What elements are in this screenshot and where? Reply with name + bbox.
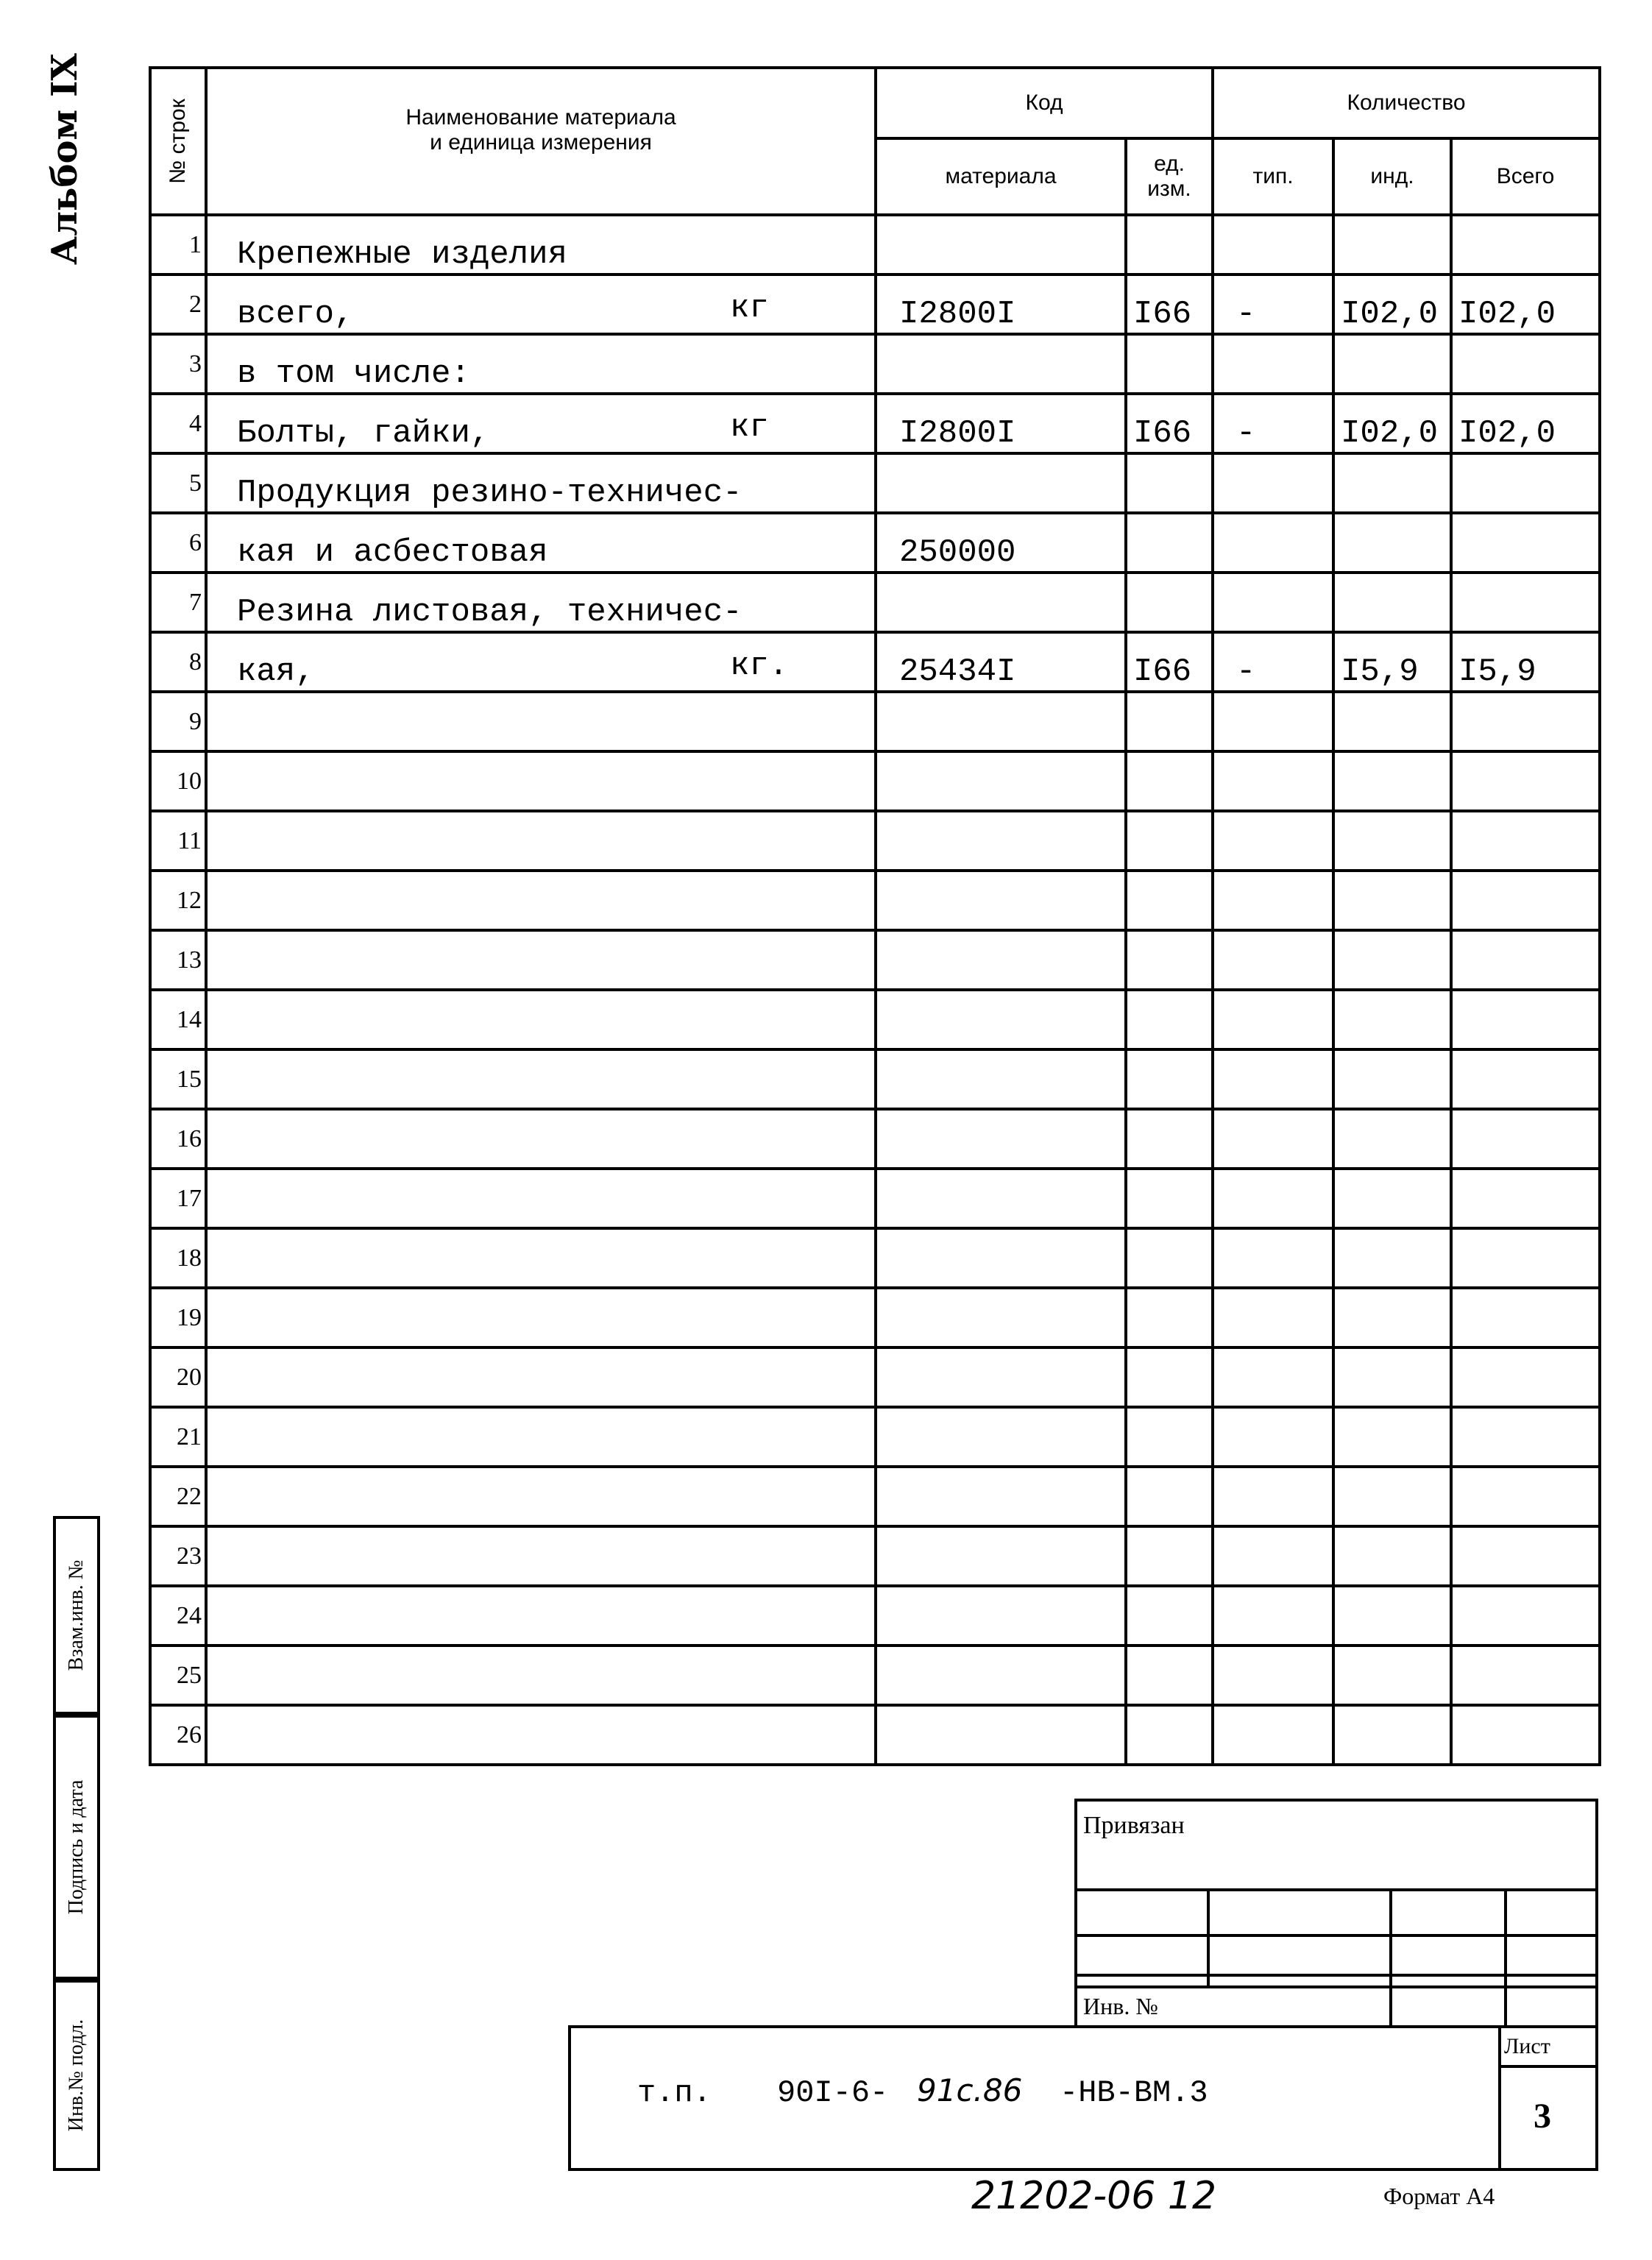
- row-unit-code: [1126, 751, 1213, 811]
- row-name: [206, 1228, 876, 1288]
- row-code: [876, 1347, 1126, 1407]
- table-row: [150, 811, 1600, 871]
- row-ind: [1333, 573, 1451, 632]
- row-number: [150, 1169, 206, 1228]
- row-tip: [1213, 274, 1333, 334]
- table-row: [150, 1705, 1600, 1765]
- row-total: [1451, 930, 1600, 990]
- row-tip: [1213, 1169, 1333, 1228]
- header-row-no: № строк: [150, 68, 206, 215]
- header-name: Наименование материала и единица измерения: [206, 68, 876, 215]
- row-total-text: I02,0: [1458, 296, 1556, 333]
- row-ind: [1333, 692, 1451, 751]
- table-row: [150, 1407, 1600, 1467]
- row-name-text: Продукция резино-техничес-: [237, 475, 742, 511]
- row-unit-code: [1126, 1228, 1213, 1288]
- row-number: [150, 751, 206, 811]
- row-number: [150, 871, 206, 930]
- row-tip: [1213, 215, 1333, 274]
- table-row: [150, 1526, 1600, 1586]
- row-name: [206, 692, 876, 751]
- row-number: [150, 394, 206, 453]
- row-total: [1451, 215, 1600, 274]
- table-row: [150, 334, 1600, 394]
- row-ind: [1333, 1228, 1451, 1288]
- row-total: [1451, 394, 1600, 453]
- row-code: [876, 1407, 1126, 1467]
- row-number-text: 11: [177, 826, 202, 854]
- row-total: [1451, 1526, 1600, 1586]
- row-number-text: 4: [189, 409, 202, 437]
- header-ind: инд.: [1333, 138, 1451, 215]
- row-number-text: 26: [177, 1721, 202, 1749]
- row-code: [876, 1705, 1126, 1765]
- row-unit: кг: [730, 290, 769, 327]
- row-tip: [1213, 1109, 1333, 1169]
- row-unit-code: [1126, 274, 1213, 334]
- header-vsego: Всего: [1451, 138, 1600, 215]
- row-code: [876, 990, 1126, 1049]
- row-ind: [1333, 1288, 1451, 1347]
- privyazan-box: [1074, 1799, 1598, 1891]
- row-tip: [1213, 394, 1333, 453]
- row-code: [876, 871, 1126, 930]
- row-code: [876, 692, 1126, 751]
- row-ind: [1333, 632, 1451, 692]
- row-ind: [1333, 811, 1451, 871]
- doc-code-box: [568, 2025, 1598, 2171]
- row-total: [1451, 811, 1600, 871]
- row-ind: [1333, 394, 1451, 453]
- row-code-text: 25434I: [899, 653, 1016, 690]
- row-unit-code: [1126, 871, 1213, 930]
- row-unit-code-text: I66: [1133, 296, 1192, 333]
- doc-code-handwritten: 91с.86: [917, 2072, 1023, 2108]
- row-number-text: 24: [177, 1601, 202, 1629]
- row-code: [876, 1228, 1126, 1288]
- row-number: [150, 632, 206, 692]
- row-number: [150, 1705, 206, 1765]
- row-total: [1451, 1109, 1600, 1169]
- row-number: [150, 811, 206, 871]
- row-ind: [1333, 1407, 1451, 1467]
- row-number: [150, 274, 206, 334]
- row-code: [876, 274, 1126, 334]
- row-ind: [1333, 334, 1451, 394]
- row-number: [150, 1288, 206, 1347]
- row-code: [876, 1467, 1126, 1526]
- row-ind-text: I02,0: [1341, 415, 1439, 452]
- row-name: [206, 1646, 876, 1705]
- row-unit-code: [1126, 573, 1213, 632]
- row-code: [876, 215, 1126, 274]
- row-name: [206, 871, 876, 930]
- row-number: [150, 1586, 206, 1646]
- format-label: Формат А4: [1383, 2183, 1495, 2209]
- row-number: [150, 1109, 206, 1169]
- doc-code: 90I-6-: [777, 2075, 889, 2111]
- row-ind: [1333, 990, 1451, 1049]
- table-row: [150, 215, 1600, 274]
- row-unit: кг: [730, 409, 769, 446]
- row-name: [206, 1347, 876, 1407]
- row-tip: [1213, 334, 1333, 394]
- row-total: [1451, 334, 1600, 394]
- row-code-text: I2800I: [899, 296, 1016, 333]
- header-kod: Код: [876, 68, 1213, 138]
- table-row: [150, 453, 1600, 513]
- row-number-text: 15: [177, 1065, 202, 1093]
- row-code: [876, 513, 1126, 573]
- table-row: [150, 1347, 1600, 1407]
- row-ind: [1333, 513, 1451, 573]
- table-row: [150, 573, 1600, 632]
- row-number: [150, 513, 206, 573]
- row-code: [876, 1526, 1126, 1586]
- row-ind: [1333, 453, 1451, 513]
- row-name: [206, 1407, 876, 1467]
- row-ind: [1333, 871, 1451, 930]
- privyazan-label: Привязан: [1083, 1812, 1185, 1839]
- inv-podl-label: Инв.№ подл.: [65, 2019, 88, 2132]
- table-row: [150, 394, 1600, 453]
- row-unit-code: [1126, 1526, 1213, 1586]
- row-number-text: 10: [177, 767, 202, 795]
- row-name-text: Болты, гайки,: [237, 415, 490, 452]
- row-ind: [1333, 1586, 1451, 1646]
- row-code: [876, 1169, 1126, 1228]
- row-total-text: I02,0: [1458, 415, 1556, 452]
- row-number: [150, 573, 206, 632]
- row-total: [1451, 1049, 1600, 1109]
- header-tip: тип.: [1213, 138, 1333, 215]
- row-total: [1451, 692, 1600, 751]
- table-row: [150, 1109, 1600, 1169]
- row-number-text: 8: [189, 648, 202, 676]
- row-total: [1451, 274, 1600, 334]
- row-tip: [1213, 1646, 1333, 1705]
- row-total: [1451, 1288, 1600, 1347]
- row-unit-code: [1126, 334, 1213, 394]
- row-number-text: 12: [177, 886, 202, 914]
- row-total: [1451, 1407, 1600, 1467]
- row-number-text: 21: [177, 1423, 202, 1450]
- row-code: [876, 1586, 1126, 1646]
- row-ind: [1333, 930, 1451, 990]
- row-name-text: всего,: [237, 296, 354, 333]
- table-row: [150, 1467, 1600, 1526]
- row-ind: [1333, 1705, 1451, 1765]
- row-ind: [1333, 1347, 1451, 1407]
- table-row: [150, 1169, 1600, 1228]
- row-tip: [1213, 1407, 1333, 1467]
- podpis-data-label: Подпись и дата: [65, 1779, 88, 1915]
- row-tip-text: -: [1236, 653, 1256, 690]
- row-unit-code: [1126, 1705, 1213, 1765]
- row-number: [150, 215, 206, 274]
- row-code-text: I2800I: [899, 415, 1016, 452]
- table-row: [150, 1049, 1600, 1109]
- row-unit-code: [1126, 1109, 1213, 1169]
- row-number-text: 3: [189, 350, 202, 378]
- row-unit-code: [1126, 215, 1213, 274]
- row-tip: [1213, 453, 1333, 513]
- header-ed-izm: ед. изм.: [1126, 138, 1213, 215]
- row-number-text: 25: [177, 1661, 202, 1689]
- row-name: [206, 930, 876, 990]
- row-number: [150, 692, 206, 751]
- row-tip: [1213, 1228, 1333, 1288]
- row-name: [206, 274, 876, 334]
- row-tip: [1213, 751, 1333, 811]
- row-ind: [1333, 1526, 1451, 1586]
- row-ind-text: I5,9: [1341, 653, 1419, 690]
- row-number-text: 14: [177, 1005, 202, 1033]
- row-name: [206, 1705, 876, 1765]
- row-number: [150, 1347, 206, 1407]
- row-number-text: 19: [177, 1303, 202, 1331]
- row-tip: [1213, 632, 1333, 692]
- row-name-text: в том числе:: [237, 355, 470, 392]
- podpis-data-box: [53, 1715, 100, 1980]
- row-name: [206, 334, 876, 394]
- row-number-text: 7: [189, 588, 202, 616]
- row-tip: [1213, 1288, 1333, 1347]
- row-total: [1451, 1705, 1600, 1765]
- row-name: [206, 1586, 876, 1646]
- row-number: [150, 1228, 206, 1288]
- row-total: [1451, 1646, 1600, 1705]
- row-total: [1451, 990, 1600, 1049]
- row-number: [150, 1526, 206, 1586]
- row-tip: [1213, 811, 1333, 871]
- table-row: [150, 692, 1600, 751]
- row-unit-code: [1126, 811, 1213, 871]
- materials-table: [149, 66, 1601, 1766]
- row-total: [1451, 1347, 1600, 1407]
- row-number: [150, 1407, 206, 1467]
- row-number-text: 6: [189, 528, 202, 556]
- row-unit-code: [1126, 1169, 1213, 1228]
- row-total-text: I5,9: [1458, 653, 1536, 690]
- row-number-text: 1: [189, 230, 202, 258]
- row-tip: [1213, 573, 1333, 632]
- row-number-text: 20: [177, 1363, 202, 1391]
- row-number-text: 13: [177, 946, 202, 974]
- row-code: [876, 811, 1126, 871]
- row-total: [1451, 632, 1600, 692]
- row-name: [206, 1049, 876, 1109]
- table-row: [150, 1646, 1600, 1705]
- row-total: [1451, 1228, 1600, 1288]
- table-row: [150, 930, 1600, 990]
- row-tip-text: -: [1236, 415, 1256, 452]
- row-unit-code: [1126, 1049, 1213, 1109]
- row-unit-code: [1126, 513, 1213, 573]
- privyazan-grid: [1074, 1888, 1598, 2027]
- row-unit-code-text: I66: [1133, 653, 1192, 690]
- row-name-text: Крепежные изделия: [237, 236, 567, 273]
- row-number-text: 5: [189, 469, 202, 497]
- table-row: [150, 632, 1600, 692]
- row-unit-code-text: I66: [1133, 415, 1192, 452]
- album-label: Альбом IX: [44, 53, 85, 265]
- row-number-text: 9: [189, 707, 202, 735]
- row-tip: [1213, 513, 1333, 573]
- row-ind: [1333, 751, 1451, 811]
- row-tip: [1213, 1705, 1333, 1765]
- row-code: [876, 632, 1126, 692]
- header-kolichestvo: Количество: [1213, 68, 1600, 138]
- row-code: [876, 751, 1126, 811]
- row-tip-text: -: [1236, 296, 1256, 333]
- table-row: [150, 274, 1600, 334]
- row-number-text: 23: [177, 1542, 202, 1570]
- row-number: [150, 1467, 206, 1526]
- inv-podl-box: [53, 1980, 100, 2171]
- row-number: [150, 1646, 206, 1705]
- row-unit-code: [1126, 1288, 1213, 1347]
- inv-no-label: Инв. №: [1083, 1993, 1158, 2019]
- row-total: [1451, 1169, 1600, 1228]
- row-code: [876, 334, 1126, 394]
- row-ind: [1333, 215, 1451, 274]
- row-unit-code: [1126, 632, 1213, 692]
- vzam-inv-label: Взам.инв. №: [65, 1559, 88, 1671]
- row-ind: [1333, 1646, 1451, 1705]
- row-name: [206, 453, 876, 513]
- row-ind-text: I02,0: [1341, 296, 1439, 333]
- row-number: [150, 1049, 206, 1109]
- header-material: материала: [876, 138, 1126, 215]
- row-name: [206, 1169, 876, 1228]
- row-code: [876, 394, 1126, 453]
- row-number: [150, 334, 206, 394]
- archive-number: 21202-06 12: [971, 2174, 1217, 2218]
- row-total: [1451, 751, 1600, 811]
- table-row: [150, 751, 1600, 811]
- list-label: Лист: [1504, 2034, 1550, 2058]
- row-code: [876, 1288, 1126, 1347]
- row-ind: [1333, 1467, 1451, 1526]
- row-unit-code: [1126, 1407, 1213, 1467]
- row-unit: кг.: [730, 648, 789, 684]
- row-total: [1451, 1467, 1600, 1526]
- row-name: [206, 1288, 876, 1347]
- row-unit-code: [1126, 453, 1213, 513]
- row-tip: [1213, 930, 1333, 990]
- row-ind: [1333, 1169, 1451, 1228]
- row-name: [206, 751, 876, 811]
- table-row: [150, 1288, 1600, 1347]
- row-number: [150, 990, 206, 1049]
- row-tip: [1213, 1467, 1333, 1526]
- row-code: [876, 1109, 1126, 1169]
- row-tip: [1213, 1586, 1333, 1646]
- row-code: [876, 1049, 1126, 1109]
- row-unit-code: [1126, 1467, 1213, 1526]
- table-row: [150, 871, 1600, 930]
- row-name-text: кая и асбестовая: [237, 534, 548, 571]
- row-tip: [1213, 692, 1333, 751]
- table-row: [150, 513, 1600, 573]
- row-name: [206, 1526, 876, 1586]
- row-total: [1451, 513, 1600, 573]
- row-total: [1451, 871, 1600, 930]
- row-name: [206, 513, 876, 573]
- table-row: [150, 990, 1600, 1049]
- row-name-text: кая,: [237, 653, 315, 690]
- row-number: [150, 930, 206, 990]
- row-unit-code: [1126, 1646, 1213, 1705]
- row-number-text: 2: [189, 290, 202, 318]
- doc-suffix: -НВ-ВМ.3: [1060, 2075, 1208, 2111]
- row-unit-code: [1126, 394, 1213, 453]
- list-number: 3: [1534, 2097, 1551, 2136]
- table-row: [150, 1586, 1600, 1646]
- row-total: [1451, 453, 1600, 513]
- row-number-text: 22: [177, 1482, 202, 1510]
- table-row: [150, 1228, 1600, 1288]
- row-name: [206, 1467, 876, 1526]
- row-number: [150, 453, 206, 513]
- row-name: [206, 990, 876, 1049]
- row-unit-code: [1126, 1347, 1213, 1407]
- row-name: [206, 215, 876, 274]
- row-tip: [1213, 1049, 1333, 1109]
- row-number-text: 18: [177, 1244, 202, 1272]
- row-unit-code: [1126, 990, 1213, 1049]
- row-ind: [1333, 1049, 1451, 1109]
- row-ind: [1333, 1109, 1451, 1169]
- row-unit-code: [1126, 930, 1213, 990]
- row-code-text: 250000: [899, 534, 1016, 571]
- row-name-text: Резина листовая, техничес-: [237, 594, 742, 631]
- row-unit-code: [1126, 1586, 1213, 1646]
- row-number-text: 16: [177, 1124, 202, 1152]
- row-name: [206, 632, 876, 692]
- row-name: [206, 573, 876, 632]
- row-name: [206, 394, 876, 453]
- row-code: [876, 1646, 1126, 1705]
- row-ind: [1333, 274, 1451, 334]
- vzam-inv-box: [53, 1516, 100, 1715]
- doc-prefix: т.п.: [637, 2075, 712, 2111]
- row-total: [1451, 573, 1600, 632]
- row-tip: [1213, 990, 1333, 1049]
- row-code: [876, 930, 1126, 990]
- row-code: [876, 453, 1126, 513]
- row-tip: [1213, 871, 1333, 930]
- row-name: [206, 1109, 876, 1169]
- row-name: [206, 811, 876, 871]
- row-tip: [1213, 1526, 1333, 1586]
- row-unit-code: [1126, 692, 1213, 751]
- row-tip: [1213, 1347, 1333, 1407]
- row-code: [876, 573, 1126, 632]
- row-number-text: 17: [177, 1184, 202, 1212]
- row-total: [1451, 1586, 1600, 1646]
